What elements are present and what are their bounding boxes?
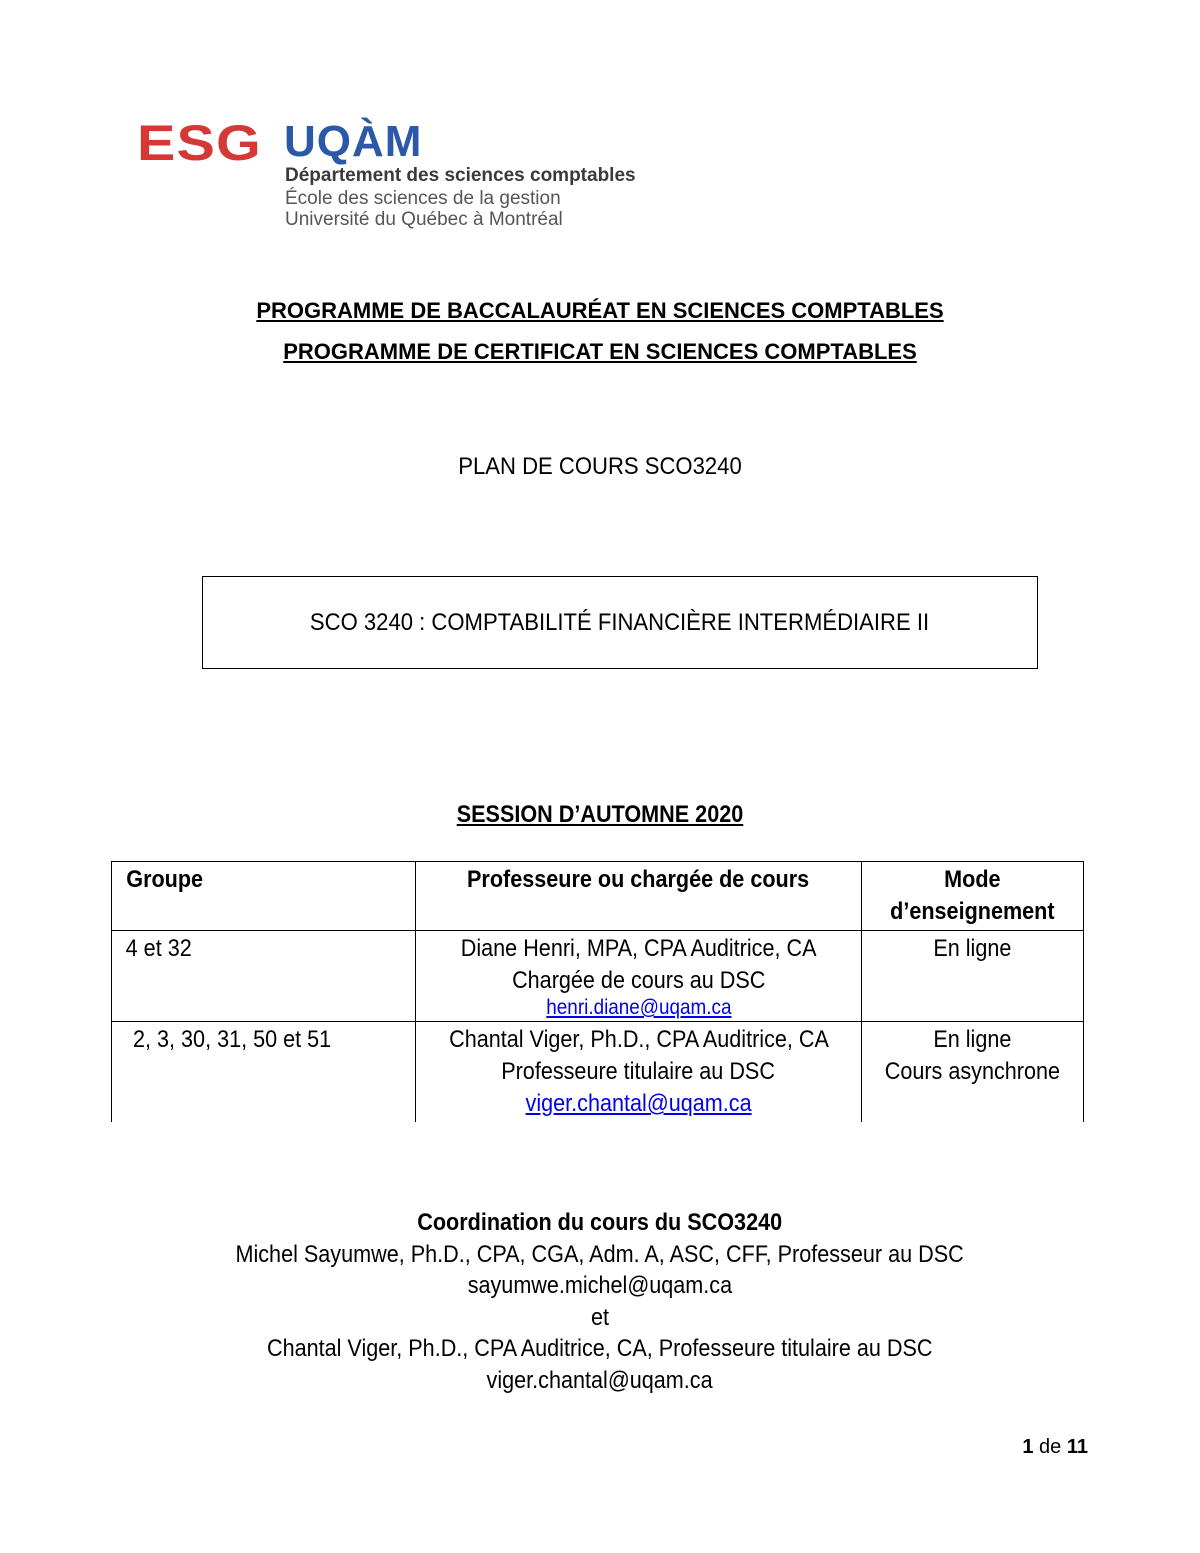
logo-department: Département des sciences comptables [285, 165, 636, 186]
col-header-teacher: Professeure ou chargée de cours [416, 862, 862, 931]
coordination-section [0, 1207, 1200, 1396]
course-title: SCO 3240 : COMPTABILITÉ FINANCIÈRE INTERMÉDIAIRE II [310, 608, 930, 636]
page-separator: de [1039, 1436, 1062, 1458]
session-heading: SESSION D’AUTOMNE 2020 [456, 801, 744, 828]
col-header-mode: Mode d’enseignement [862, 862, 1084, 931]
page-number [1022, 1436, 1088, 1459]
coordination-title: Coordination du cours du SCO3240 [417, 1209, 783, 1236]
page-current: 1 [1022, 1436, 1034, 1458]
teacher-email-link[interactable]: henri.diane@uqam.ca [545, 996, 732, 1019]
coordination-conjunction: et [590, 1303, 609, 1331]
program-bac-heading: PROGRAMME DE BACCALAURÉAT EN SCIENCES COMPTABLES [256, 298, 944, 323]
col-header-group: Groupe [112, 862, 416, 931]
course-plan-heading: PLAN DE COURS SCO3240 [458, 453, 742, 480]
mode-cell: En ligne [862, 931, 1084, 1022]
teacher-email-link[interactable]: viger.chantal@uqam.ca [525, 1090, 752, 1117]
teacher-cell: Diane Henri, MPA, CPA Auditrice, CA Chargée de cours au DSC henri.diane@uqam.ca [416, 931, 862, 1022]
course-groups-table [111, 861, 1084, 1122]
logo-university: Université du Québec à Montréal [285, 209, 563, 230]
page-total: 11 [1066, 1436, 1088, 1458]
table-row [112, 1022, 1084, 1123]
group-cell: 4 et 32 [112, 931, 416, 1022]
table-row [112, 931, 1084, 1022]
course-title-box [202, 576, 1038, 669]
group-cell: 2, 3, 30, 31, 50 et 51 [112, 1022, 416, 1123]
table-header-row [112, 862, 1084, 931]
coordinator-1-email: sayumwe.michel@uqam.ca [467, 1272, 733, 1299]
logo-esg: ESG [137, 115, 262, 171]
coordinator-1: Michel Sayumwe, Ph.D., CPA, CGA, Adm. A, ASC, CFF, Professeur au DSC [235, 1240, 965, 1268]
coordinator-2-email: viger.chantal@uqam.ca [486, 1366, 714, 1394]
teacher-cell: Chantal Viger, Ph.D., CPA Auditrice, CA Professeure titulaire au DSC viger.chantal@uqam.ca [416, 1022, 862, 1123]
coordinator-2: Chantal Viger, Ph.D., CPA Auditrice, CA, Professeure titulaire au DSC [267, 1335, 933, 1362]
logo-school: École des sciences de la gestion [285, 188, 561, 209]
mode-cell: En ligne Cours asynchrone [862, 1022, 1084, 1123]
logo-uqam: UQÀM [284, 117, 423, 166]
program-cert-heading: PROGRAMME DE CERTIFICAT EN SCIENCES COMPTABLES [283, 339, 917, 364]
